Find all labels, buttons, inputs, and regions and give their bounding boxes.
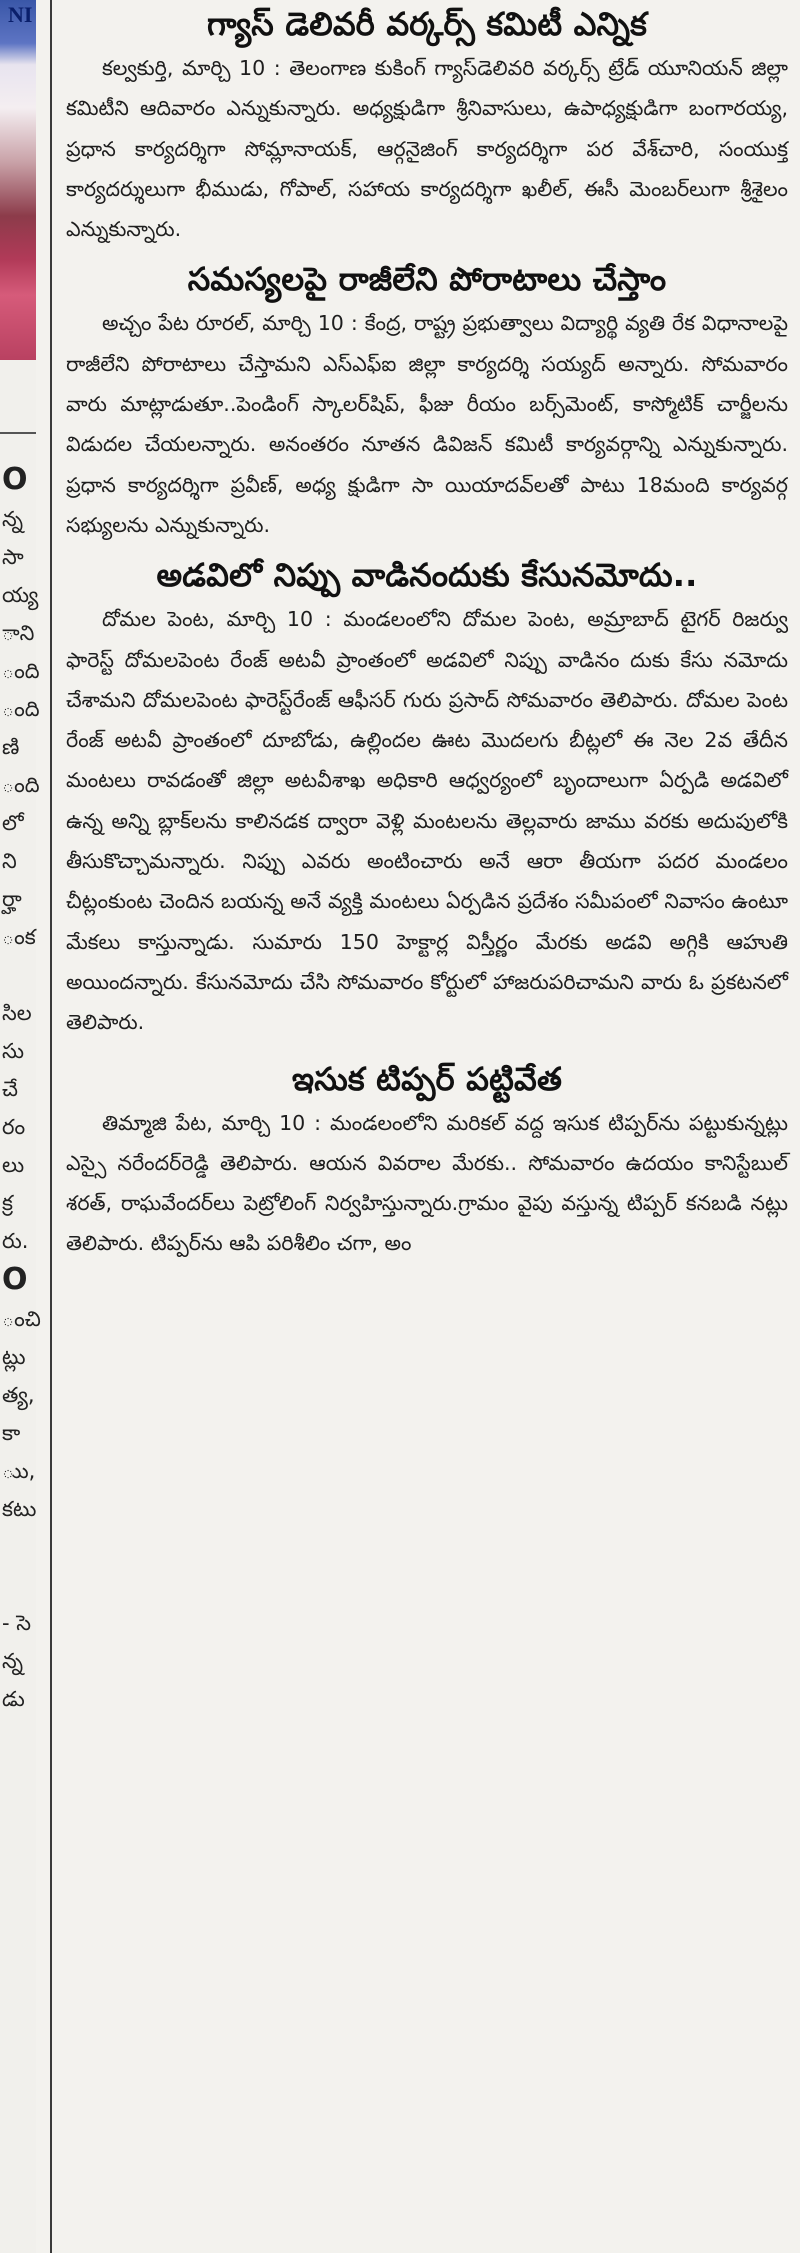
adjacent-text-line: లో — [2, 811, 24, 835]
adjacent-text-line — [2, 1528, 36, 1566]
adjacent-column-fragment — [0, 0, 41, 2253]
adjacent-text-line — [2, 1566, 36, 1604]
article-gas-delivery — [66, 0, 788, 249]
adjacent-text-line: సిల — [2, 1001, 32, 1025]
article-body: దోమల పెంట, మార్చి 10 : మండలంలోని దోమల పెంట, అమ్రాబాద్‌ టైగర్‌ రిజర్వు ఫారెస్ట్‌ దోమలపెంట రేంజ్‌ అటవీ ప్రాంతంలో అడవిలో నిప్పు వాడినం దుకు కేసు నమోదు చేశామని దోమలపెంట ఫారెస్ట్‌రేంజ్‌ ఆఫీసర్‌ గురు ప్రసాద్‌ సోమవారం తెలిపారు. దోమల పెంట రేంజ్‌ అటవీ ప్రాంతంలో దూబోడు, ఉల్లిందల ఊట మొదలగు బీట్లలో ఈ నెల 2వ తేదీన మంటలు రావడంతో జిల్లా అటవీశాఖ అధికారి ఆధ్వర్యంలో బృందాలుగా ఏర్పడి అడవిలో ఉన్న అన్ని బ్లాక్‌లను కాలినడక ద్వారా వెళ్లి మంటలను తెల్లవారు జాము వరకు అదుపులోకి తీసుకొచ్చామన్నారు. నిప్పు ఎవరు అంటించారు అనే ఆరా తీయగా పదర మండలం చీట్లంకుంట చెందిన బయన్న అనే వ్యక్తి మంటలు ఏర్పడిన ప్రదేశం సమీపంలో నివాసం ఉంటూ మేకలు కాస్తున్నాడు. సుమారు 150 హెక్టార్ల విస్తీర్ణం మేరకు అడవి అగ్గికి ఆహుతి అయిందన్నారు. కేసునమోదు చేసి సోమవారం కోర్టులో హాజరుపరిచామని వారు ఓ ప్రకటనలో తెలిపారు. — [66, 607, 788, 1035]
adjacent-text-line: కా — [2, 1421, 21, 1445]
adjacent-text-line: క్ర — [2, 1191, 13, 1215]
adjacent-text-line: ట్లు — [2, 1345, 26, 1369]
adjacent-text-line: డు — [2, 1687, 25, 1711]
adjacent-text-line: ుు, — [2, 1459, 36, 1483]
photo-caption-fragment: NI — [8, 2, 33, 27]
news-column — [66, 0, 788, 2253]
adjacent-text-line: - సె — [2, 1611, 31, 1635]
adjacent-text-line: O — [2, 1262, 28, 1297]
adjacent-text-line: కటు — [2, 1497, 37, 1521]
adjacent-text-line: ంది — [2, 697, 40, 721]
adjacent-text-line: ాని — [2, 621, 35, 645]
article-headline: ఇసుక టిప్పర్‌ పట్టివేత — [291, 1059, 563, 1098]
adjacent-text-line: య్య — [2, 583, 39, 607]
adjacent-text-line: చే — [2, 1077, 18, 1101]
article-body: అచ్చం పేట రూరల్‌, మార్చి 10 : కేంద్ర, రాష్ట్ర ప్రభుత్వాలు విద్యార్థి వ్యతి రేక విధానాలపై రాజీలేని పోరాటాలు చేస్తామని ఎస్‌ఎఫ్‌ఐ జిల్లా కార్యదర్శి సయ్యద్‌ అన్నారు. సోమవారం వారు మాట్లాడుతూ..పెండింగ్‌ స్కాలర్‌షిప్‌, ఫీజు రీయం బర్స్‌మెంట్‌, కాస్మోటిక్‌ చార్జీలను విడుదల చేయలన్నారు. అనంతరం నూతన డివిజన్‌ కమిటీ కార్యవర్గాన్ని ఎన్నుకున్నారు. ప్రధాన కార్యదర్శిగా ప్రవీణ్‌, అధ్య క్షుడిగా సా యియాదవ్‌లతో పాటు 18మంది కార్యవర్గ సభ్యులను ఎన్నుకున్నారు. — [66, 311, 788, 537]
article-headline: సమస్యలపై రాజీలేని పోరాటాలు చేస్తాం — [187, 260, 667, 299]
adjacent-text-line: త్య, — [2, 1383, 35, 1407]
adjacent-text-line: O — [2, 462, 28, 497]
article-body: తిమ్మాజి పేట, మార్చి 10 : మండలంలోని మరికల్‌ వద్ద ఇసుక టిప్పర్‌ను పట్టుకున్నట్లు ఎస్సై నరేందర్‌రెడ్డి తెలిపారు. ఆయన వివరాల మేరకు.. సోమవారం ఉదయం కానిస్టేబుల్‌ శరత్‌, రాఘవేందర్‌లు పెట్రోలింగ్‌ నిర్వహిస్తున్నారు.గ్రామం వైపు వస్తున్న టిప్పర్‌ కనబడి నట్లు తెలిపారు. టిప్పర్‌ను ఆపి పరిశీలిం చగా, అం — [66, 1110, 788, 1256]
adjacent-text-line: ంక — [2, 925, 36, 949]
adjacent-text-line: ంచి — [2, 1307, 41, 1331]
column-divider — [50, 0, 52, 2253]
article-body: కల్వకుర్తి, మార్చి 10 : తెలంగాణ కుకింగ్‌ గ్యాస్‌డెలివరి వర్కర్స్‌ ట్రేడ్‌ యూనియన్‌ జిల్లా కమిటీని ఆదివారం ఎన్నుకున్నారు. అధ్యక్షుడిగా శ్రీనివాసులు, ఉపాధ్యక్షుడిగా బంగారయ్య, ప్రధాన కార్యదర్శిగా సోమ్లానాయక్‌, ఆర్గనైజింగ్‌ కార్యదర్శిగా పర వేశ్‌చారి, సంయుక్త కార్యదర్శులుగా భీముడు, గోపాల్‌, సహాయ కార్యదర్శిగా ఖలీల్‌, ఈసీ మెంబర్‌లుగా శ్రీశైలం ఎన్నుకున్నారు. — [66, 56, 788, 242]
adjacent-text-line: ంది — [2, 659, 40, 683]
adjacent-text-line: న్న — [2, 507, 23, 531]
article-headline: గ్యాస్‌ డెలివరీ వర్కర్స్‌ కమిటీ ఎన్నిక — [206, 5, 647, 43]
article-forest-fire-case — [66, 551, 788, 1042]
article-sand-tipper-seized — [66, 1055, 788, 1264]
adjacent-text-line: న్న — [2, 1649, 23, 1673]
adjacent-text-fragment — [2, 460, 41, 1718]
adjacent-photo — [0, 0, 36, 360]
adjacent-text-line: ంది — [2, 773, 40, 797]
adjacent-text-line: ణి — [2, 735, 20, 759]
adjacent-text-line: సు — [2, 1039, 25, 1063]
adjacent-text-line: సా — [2, 545, 24, 569]
article-headline: అడవిలో నిప్పు వాడినందుకు కేసునమోదు.. — [156, 556, 698, 595]
adjacent-text-line: రు. — [2, 1229, 29, 1253]
adjacent-text-line — [2, 956, 36, 994]
adjacent-divider — [0, 432, 36, 434]
adjacent-text-line: ర్హా — [2, 887, 22, 911]
article-sfi-struggle — [66, 255, 788, 545]
adjacent-text-line: ని — [2, 849, 17, 873]
adjacent-text-line: లు — [2, 1153, 25, 1177]
adjacent-text-line: రం — [2, 1115, 26, 1139]
